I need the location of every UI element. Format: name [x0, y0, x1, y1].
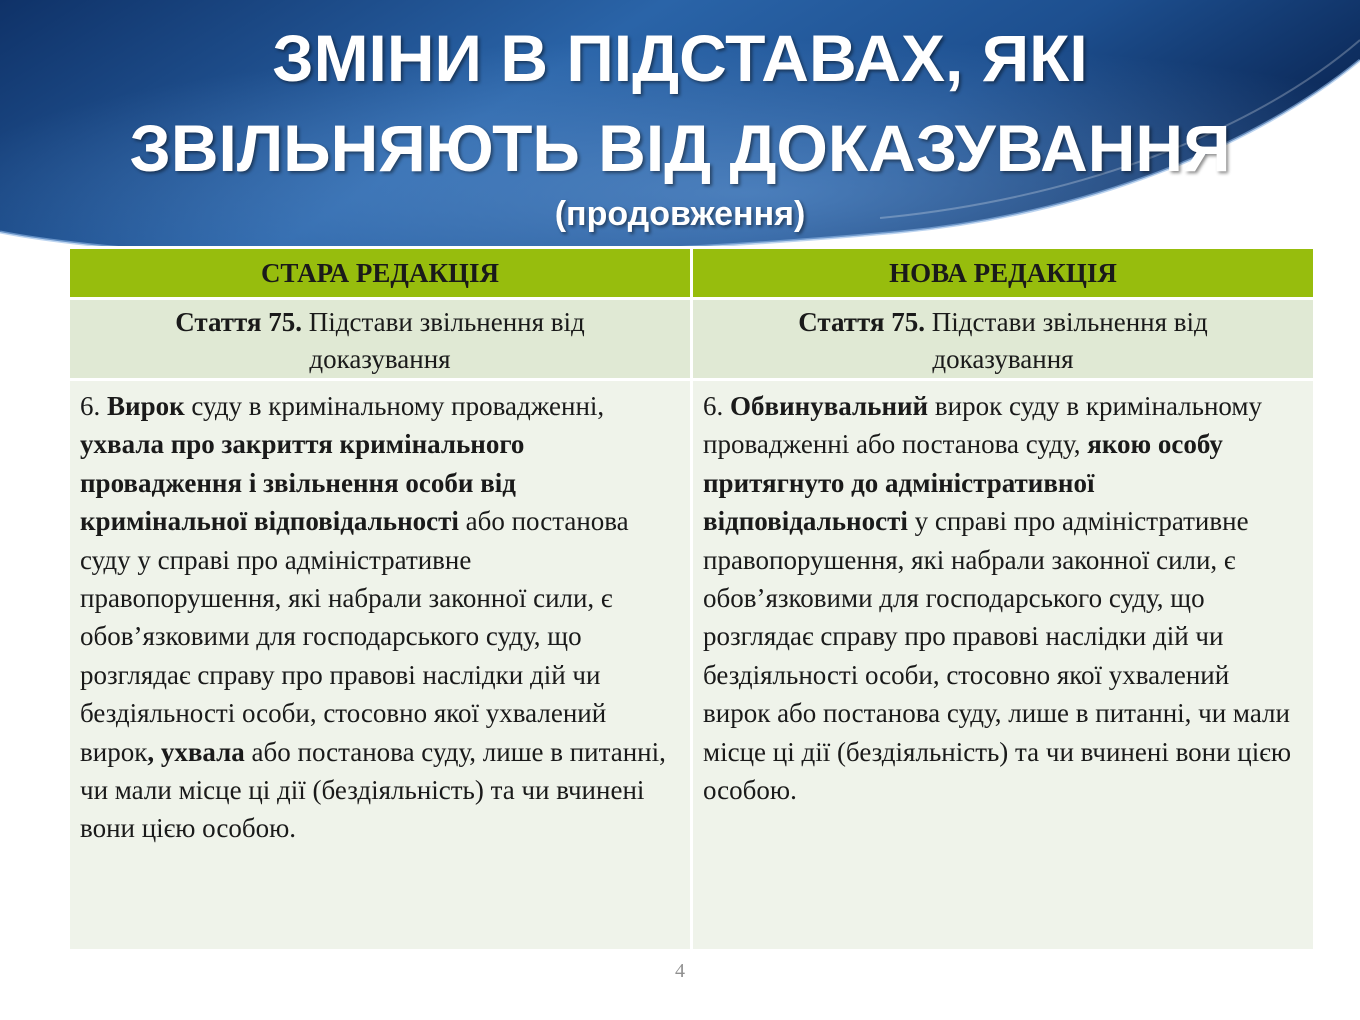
page-number: 4 — [675, 960, 685, 982]
article-row — [69, 299, 1315, 380]
text-run: суду в кримінальному провадженні, — [184, 391, 605, 421]
header-old-edition: СТАРА РЕДАКЦІЯ — [69, 248, 692, 299]
text-run: 6. — [80, 391, 107, 421]
new-edition-text — [692, 380, 1315, 951]
old-edition-text — [69, 380, 692, 951]
bold-text-run: ухвала про закриття кримінального провадження і звільнення особи від кримінальної відповідальності — [80, 429, 525, 537]
text-run: або постанова суду, лише в питанні, чи мали місце ці дії (бездіяльність) та чи вчинені вони цією особою. — [80, 736, 666, 844]
article-old-cell — [69, 299, 692, 380]
bold-text-run: , ухвала — [147, 736, 245, 767]
bold-text-run: якою особу притягнуто до адміністративної відповідальності — [703, 429, 1223, 537]
text-run: або постанова суду у справі про адміністративне правопорушення, які набрали законної сили, є обов’язковими для господарського суду, що розглядає справу про правові наслідки дій чи бездіяльності особи, стосовно якої ухвалений вирок — [80, 506, 629, 767]
text-run: у справі про адміністративне правопорушення, які набрали законної сили, є обов’язковими для господарського суду, що розглядає справу про правові наслідки дій чи бездіяльності особи, стосовно якої ухвалений вирок або постанова суду, лише в питанні, чи мали місце ці дії (бездіяльність) та чи вчинені вони цією особою. — [703, 506, 1291, 806]
header-new-edition: НОВА РЕДАКЦІЯ — [692, 248, 1315, 299]
article-title: Підстави звільнення від доказування — [925, 307, 1208, 374]
slide-title-line-2: ЗВІЛЬНЯЮТЬ ВІД ДОКАЗУВАННЯ — [129, 111, 1231, 185]
table-header-row — [69, 248, 1315, 299]
article-number: Стаття 75. — [175, 307, 303, 337]
slide-subtitle: (продовження) — [554, 195, 806, 233]
bold-text-run: Обвинувальний — [730, 391, 929, 421]
slide-title-line-1: ЗМІНИ В ПІДСТАВАХ, ЯКІ — [272, 21, 1088, 95]
text-run: вирок суду в кримінальному провадженні або постанова суду, — [703, 391, 1262, 460]
article-number: Стаття 75. — [798, 307, 926, 337]
comparison-table — [67, 246, 1316, 952]
article-title: Підстави звільнення від доказування — [302, 307, 585, 374]
text-run: 6. — [703, 391, 730, 421]
article-new-cell — [692, 299, 1315, 380]
text-row — [69, 380, 1315, 951]
bold-text-run: Вирок — [107, 391, 185, 421]
